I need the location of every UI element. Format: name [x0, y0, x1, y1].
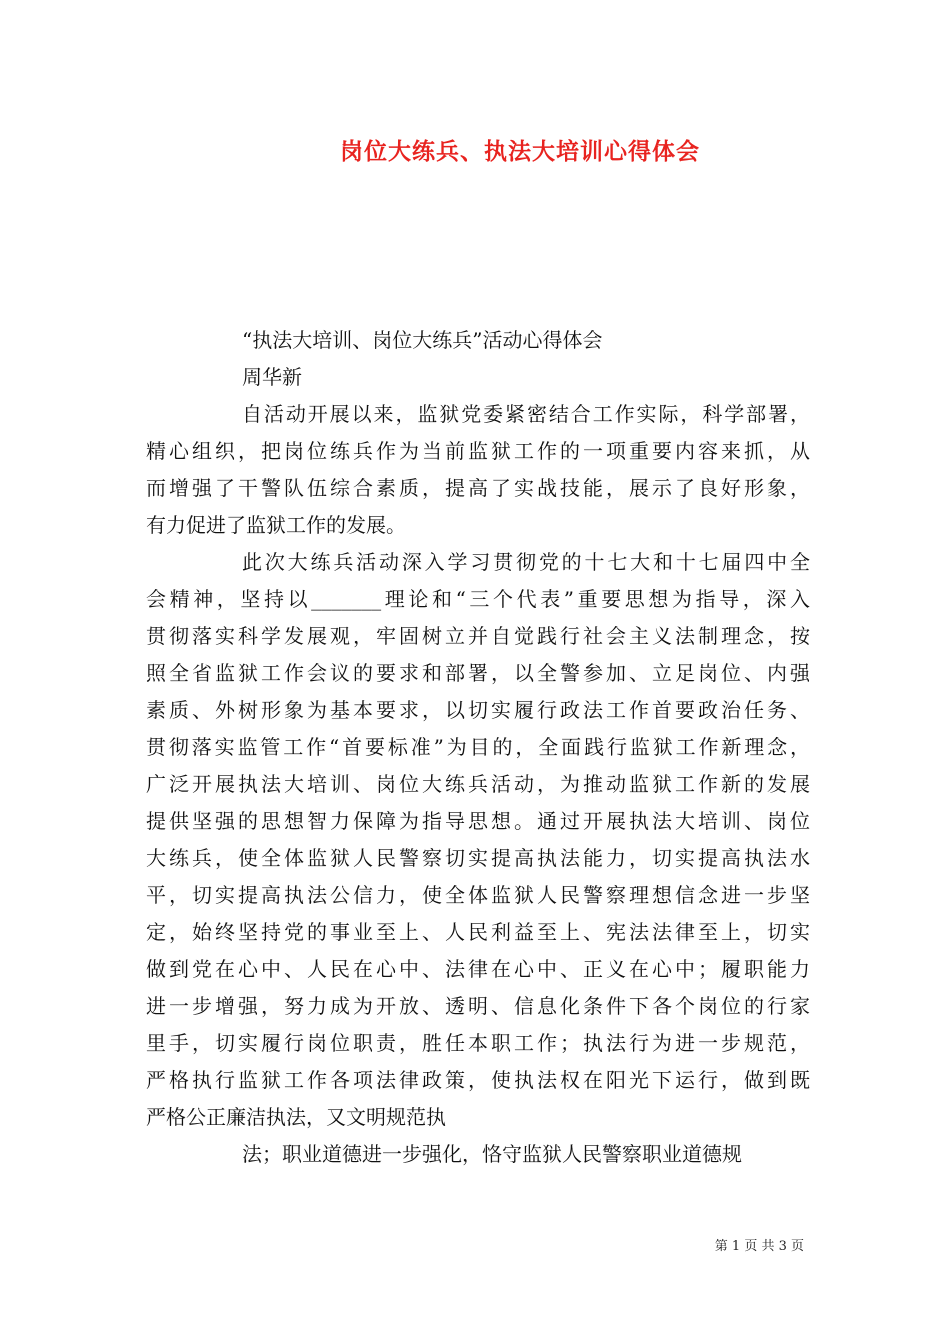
- page-number: 第 1 页 共 3 页: [714, 1239, 804, 1254]
- body-line: 定，始终坚持党的事业至上、人民利益至上、宪法法律至上，切实: [146, 920, 810, 944]
- body-line: 广泛开展执法大培训、岗位大练兵活动，为推动监狱工作新的发展: [146, 772, 810, 796]
- body-line: 此次大练兵活动深入学习贯彻党的十七大和十七届四中全: [242, 550, 810, 574]
- subtitle-line: “执法大培训、岗位大练兵”活动心得体会: [242, 328, 603, 352]
- document-title: 岗位大练兵、执法大培训心得体会: [340, 138, 700, 165]
- body-line: 自活动开展以来，监狱党委紧密结合工作实际，科学部署，: [242, 402, 810, 426]
- body-line: 照全省监狱工作会议的要求和部署，以全警参加、立足岗位、内强: [146, 661, 810, 685]
- author-line: 周华新: [242, 365, 302, 389]
- body-line: 贯彻落实监管工作“首要标准”为目的，全面践行监狱工作新理念，: [146, 735, 810, 759]
- body-line: 而增强了干警队伍综合素质，提高了实战技能，展示了良好形象，: [146, 476, 810, 500]
- body-line: 进一步增强，努力成为开放、透明、信息化条件下各个岗位的行家: [146, 994, 810, 1018]
- document-body: [146, 322, 810, 1173]
- body-line: 提供坚强的思想智力保障为指导思想。通过开展执法大培训、岗位: [146, 809, 810, 833]
- body-line: 做到党在心中、人民在心中、法律在心中、正义在心中；履职能力: [146, 957, 810, 981]
- body-line: 有力促进了监狱工作的发展。: [146, 513, 406, 537]
- body-line: 里手，切实履行岗位职责，胜任本职工作；执法行为进一步规范，: [146, 1031, 810, 1055]
- body-line: 素质、外树形象为基本要求，以切实履行政法工作首要政治任务、: [146, 698, 810, 722]
- body-line: 会精神，坚持以_______理论和“三个代表”重要思想为指导，深入: [146, 587, 810, 611]
- body-line: 严格执行监狱工作各项法律政策，使执法权在阳光下运行，做到既: [146, 1068, 810, 1092]
- body-line: 严格公正廉洁执法，又文明规范执: [146, 1105, 446, 1129]
- body-line: 精心组织，把岗位练兵作为当前监狱工作的一项重要内容来抓，从: [146, 439, 810, 463]
- body-line: 法；职业道德进一步强化，恪守监狱人民警察职业道德规: [242, 1142, 742, 1166]
- body-line: 贯彻落实科学发展观，牢固树立并自觉践行社会主义法制理念，按: [146, 624, 810, 648]
- body-line: 大练兵，使全体监狱人民警察切实提高执法能力，切实提高执法水: [146, 846, 810, 870]
- body-line: 平，切实提高执法公信力，使全体监狱人民警察理想信念进一步坚: [146, 883, 810, 907]
